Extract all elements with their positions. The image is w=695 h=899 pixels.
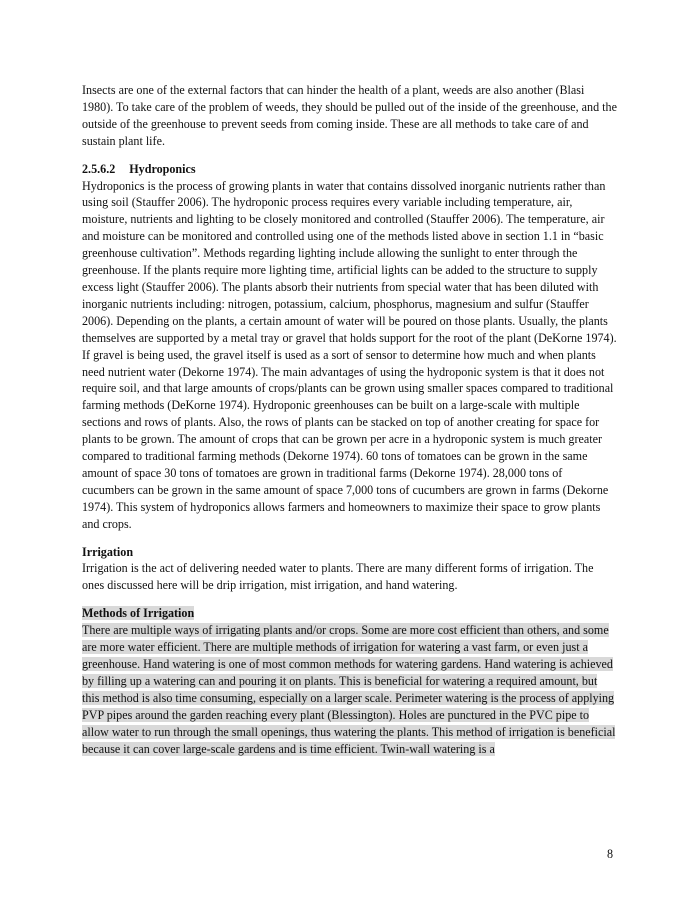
paragraph-hydroponics: Hydroponics is the process of growing plants in water that contains dissolved inorganic nutrients rather than using soil (Stauffer 2006). The hydroponic process requires every variable including temperature, air, moisture, nutrients and lighting to be closely monitored and controlled (Stauffer 2006). The temperature, air and moisture can be monitored and controlled using one of the methods listed above in section 1.1 in “basic greenhouse cultivation”. Methods regarding lighting include allowing the sunlight to enter through the greenhouse. If the plants require more lighting time, artificial lights can be added to the structure to supply excess light (Stauffer 2006). The plants absorb their nutrients from special water that has been diluted with inorganic nutrients including: nitrogen, potassium, calcium, phosphorus, magnesium and sulfur (Stauffer 2006). Depending on the plants, a certain amount of water will be poured on those plants. Usually, the plants themselves are supported by a metal tray or gravel that holds support for the root of the plant (DeKorne 1974). If gravel is being used, the gravel itself is used as a sort of sensor to determine how much and when plants need nutrient water (Dekorne 1974). The main advantages of using the hydroponic system is that it does not require soil, and that large amounts of crops/plants can be grown using smaller spaces compared to traditional farming methods (DeKorne 1974). Hydroponic greenhouses can be built on a large-scale with multiple sections and rows of plants. Also, the rows of plants can be stacked on top of another creating for space for plants to be grown. The amount of crops that can be grown per acre in a hydroponic system is much greater compared to traditional farming methods (Dekorne 1974). 60 tons of tomatoes can be grown in the same amount of space 30 tons of tomatoes are grown in traditional farms (Dekorne 1974). 28,000 tons of cucumbers can be grown in the same amount of space 7,000 tons of cucumbers are grown in farms (Dekorne 1974). This system of hydroponics allows farmers and homeowners to maximize their space to grow plants and crops. bbox=[82, 178, 617, 531]
section-heading-hydroponics bbox=[82, 161, 617, 178]
paragraph-irrigation: Irrigation is the act of delivering needed water to plants. There are many different forms of irrigation. The ones discussed here will be drip irrigation, mist irrigation, and hand watering. bbox=[82, 561, 594, 593]
section-title: Hydroponics bbox=[129, 161, 196, 176]
highlighted-paragraph-text: There are multiple ways of irrigating plants and/or crops. Some are more cost efficient than others, and some are more water efficient. There are multiple methods of irrigation for watering a vast farm, or even just a greenhouse. Hand watering is one of most common methods for watering gardens. Hand watering is achieved by filling up a watering can and pouring it on plants. This is beneficial for watering a required amount, but this method is also time consuming, especially on a larger scale. Perimeter watering is the process of applying PVP pipes around the garden reaching every plant (Blessington). Holes are punctured in the PVC pipe to allow water to run through the small openings, thus watering the plants. This method of irrigation is beneficial because it can cover large-scale gardens and is time efficient. Twin-wall watering is a bbox=[82, 623, 616, 756]
highlighted-heading-text: Methods of Irrigation bbox=[82, 606, 195, 621]
page-number: 8 bbox=[606, 847, 613, 861]
page-body bbox=[82, 82, 617, 757]
section-number: 2.5.6.2 bbox=[82, 161, 116, 176]
paragraph-insects: Insects are one of the external factors that can hinder the health of a plant, weeds are also another (Blasi 1980). To take care of the problem of weeds, they should be pulled out of the inside of the greenhouse, and the outside of the greenhouse to prevent seeds from coming inside. These are all methods to take care of and sustain plant life. bbox=[82, 83, 617, 148]
heading-irrigation: Irrigation bbox=[82, 544, 134, 559]
paragraph-methods-of-irrigation bbox=[82, 622, 617, 757]
heading-methods-of-irrigation bbox=[82, 605, 617, 622]
